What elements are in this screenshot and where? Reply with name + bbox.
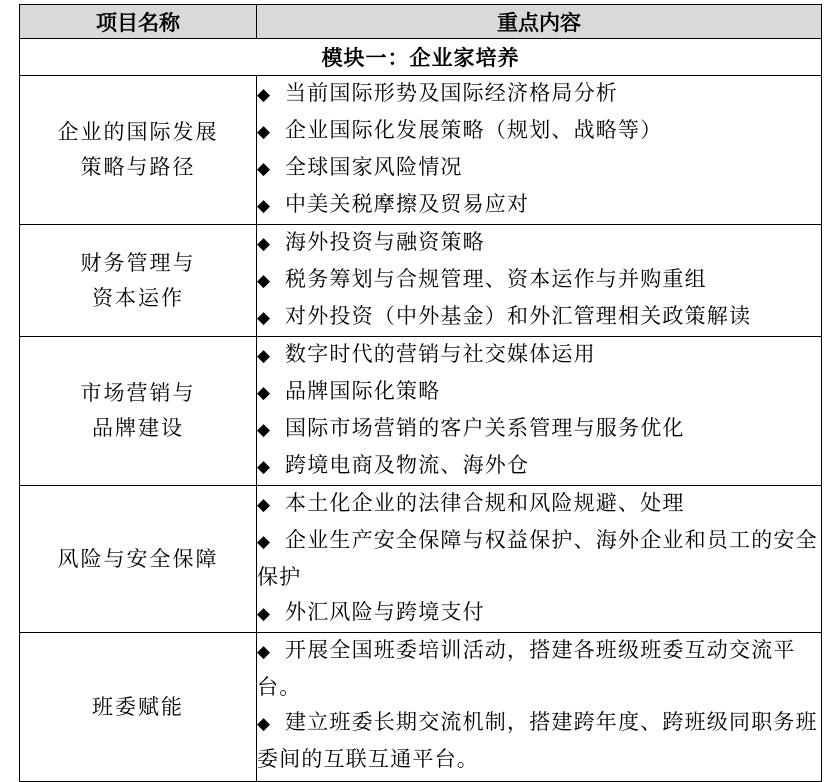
diamond-bullet-icon: ◆ [257,159,272,179]
list-item [257,76,821,113]
table-row [20,76,822,225]
list-item [257,595,821,632]
diamond-bullet-icon: ◆ [257,604,272,624]
content-cell [257,633,822,782]
table-row [20,633,822,782]
project-name-line: 班委赋能 [92,694,184,719]
list-item [257,374,821,411]
list-item [257,337,821,374]
list-item-text: 建立班委长期交流机制，搭建跨年度、跨班级同职务班委间的互联互通平台。 [257,710,818,771]
list-item-text: 企业生产安全保障与权益保护、海外企业和员工的安全保护 [257,528,818,589]
content-cell [257,76,822,225]
diamond-bullet-icon: ◆ [257,85,272,105]
list-item [257,411,821,448]
list-item-text: 数字时代的营销与社交媒体运用 [285,342,596,366]
list-item-text: 全球国家风险情况 [285,155,463,179]
list-item [257,299,821,336]
list-item-text: 本土化企业的法律合规和风险规避、处理 [285,491,685,515]
project-name-cell [20,633,257,782]
diamond-bullet-icon: ◆ [257,122,272,142]
header-project-name: 项目名称 [20,5,257,39]
list-item-text: 品牌国际化策略 [285,379,441,403]
diamond-bullet-icon: ◆ [257,271,272,291]
diamond-bullet-icon: ◆ [257,420,272,440]
project-name-line: 企业的国际发展 [57,120,219,144]
list-item [257,486,821,523]
table-row [20,486,822,633]
module-title: 模块一：企业家培养 [20,39,822,76]
content-cell [257,486,822,633]
project-name-line: 风险与安全保障 [57,546,219,571]
list-item [257,187,821,224]
table-row [20,337,822,486]
curriculum-table [19,4,822,782]
list-item-text: 企业国际化发展策略（规划、战略等） [285,118,663,142]
project-name-line: 品牌建设 [92,416,184,440]
diamond-bullet-icon: ◆ [257,234,272,254]
module-row [20,39,822,76]
project-name-line: 财务管理与 [80,250,196,275]
diamond-bullet-icon: ◆ [257,457,272,477]
list-item-text: 国际市场营销的客户关系管理与服务优化 [285,416,685,440]
diamond-bullet-icon: ◆ [257,383,272,403]
list-item-text: 开展全国班委培训活动，搭建各班级班委互动交流平台。 [257,638,796,699]
list-item-text: 海外投资与融资策略 [285,230,485,254]
project-name-cell [20,76,257,225]
header-key-content: 重点内容 [257,5,822,39]
list-item [257,705,821,777]
list-item [257,448,821,485]
list-item [257,150,821,187]
diamond-bullet-icon: ◆ [257,532,272,552]
list-item [257,225,821,262]
list-item-text: 中美关税摩擦及贸易应对 [285,192,530,216]
content-cell [257,337,822,486]
diamond-bullet-icon: ◆ [257,714,272,734]
list-item-text: 税务筹划与合规管理、资本运作与并购重组 [285,267,707,291]
diamond-bullet-icon: ◆ [257,495,272,515]
project-name-cell [20,486,257,633]
project-name-cell [20,225,257,337]
list-item-text: 跨境电商及物流、海外仓 [285,453,530,477]
project-name-cell [20,337,257,486]
project-name-line: 市场营销与 [80,381,196,405]
diamond-bullet-icon: ◆ [257,642,272,662]
diamond-bullet-icon: ◆ [257,346,272,366]
list-item [257,262,821,299]
project-name-line: 资本运作 [92,285,184,310]
diamond-bullet-icon: ◆ [257,196,272,216]
content-cell [257,225,822,337]
list-item-text: 当前国际形势及国际经济格局分析 [285,81,618,105]
list-item-text: 对外投资（中外基金）和外汇管理相关政策解读 [285,304,752,328]
project-name-line: 策略与路径 [80,155,196,179]
list-item-text: 外汇风险与跨境支付 [285,600,485,624]
list-item [257,523,821,595]
list-item [257,113,821,150]
table-row [20,225,822,337]
list-item [257,633,821,705]
diamond-bullet-icon: ◆ [257,308,272,328]
document-page [19,4,821,782]
table-header-row [20,5,822,39]
